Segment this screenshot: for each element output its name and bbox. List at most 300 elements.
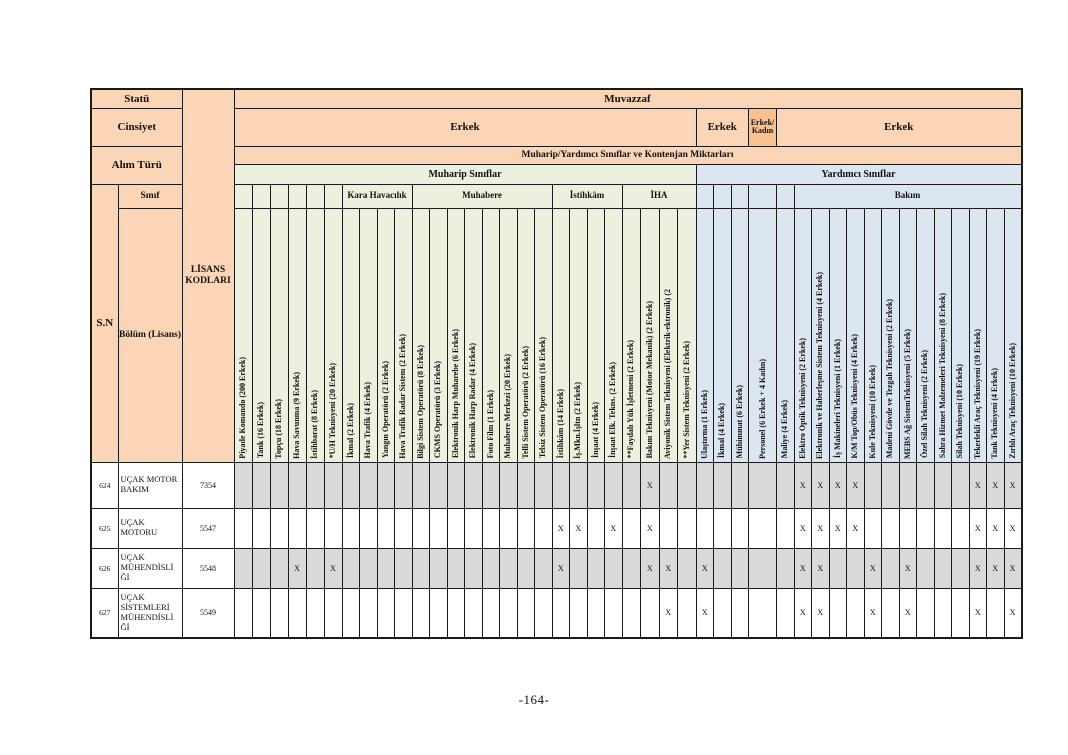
empty-cell (270, 588, 288, 638)
empty-cell (587, 508, 605, 548)
x-cell: X (1004, 508, 1022, 548)
empty-cell (535, 462, 553, 508)
empty-cell (306, 508, 324, 548)
column-header-26 (678, 208, 697, 462)
empty-cell (234, 508, 252, 548)
column-header-label: İstihbarat (8 Erkek) (310, 389, 319, 459)
x-cell: X (864, 588, 882, 638)
column-header-21 (587, 208, 605, 462)
bolum-cell: UÇAK MÜHENDİSLİĞİ (118, 548, 182, 588)
column-header-label: Elektronik Harp Radar (4 Erkek) (468, 343, 478, 459)
empty-cell (360, 548, 378, 588)
column-header-label: Tekerlekli Araç Teknisyeni (19 Erkek) (972, 328, 982, 459)
empty-cell (252, 588, 270, 638)
empty-cell (395, 508, 413, 548)
empty-cell (412, 548, 430, 588)
column-header-6 (324, 208, 342, 462)
x-cell: X (641, 462, 660, 508)
column-header-label: **Yer Sistem Teknisyeni (2 Erkek) (681, 340, 691, 459)
empty-cell (270, 508, 288, 548)
empty-cell (749, 548, 777, 588)
empty-cell (430, 548, 448, 588)
empty-cell (605, 548, 623, 588)
muvazzaf-header: Muvazzaf (234, 89, 1022, 108)
empty-cell (288, 588, 306, 638)
column-header-3 (270, 208, 288, 462)
empty-cell (952, 588, 970, 638)
column-header-label: Piyade Komando (200 Erkek) (238, 356, 247, 459)
class-group-empty (234, 184, 252, 208)
x-cell: X (552, 548, 570, 588)
column-header-label: K/M Top/Obüs Teknisyeni (4 Erkek) (850, 334, 860, 459)
column-header-label: Telsiz Sistem Operatörü (16 Erkek) (538, 337, 548, 459)
empty-cell (360, 588, 378, 638)
empty-cell (324, 462, 342, 508)
empty-cell (447, 462, 465, 508)
cinsiyet-erkek-cell: Erkek (777, 108, 1022, 146)
empty-cell (377, 588, 395, 638)
empty-cell (917, 508, 935, 548)
column-header-42 (969, 208, 987, 462)
empty-cell (570, 588, 588, 638)
class-group-empty (714, 184, 732, 208)
section-muharip-header: Muharip Sınıflar (234, 164, 696, 184)
column-header-33 (812, 208, 830, 462)
x-cell: X (847, 508, 865, 548)
column-header-label: İş.Mkn.İşltn (2 Erkek) (573, 381, 583, 459)
empty-cell (570, 462, 588, 508)
x-cell: X (1004, 462, 1022, 508)
empty-cell (622, 588, 641, 638)
column-header-label: Elektro Optik Teknisyeni (2 Erkek) (797, 337, 807, 459)
column-header-14 (465, 208, 483, 462)
column-header-15 (482, 208, 500, 462)
column-header-24 (641, 208, 660, 462)
empty-cell (882, 462, 900, 508)
x-cell: X (696, 548, 714, 588)
column-header-label: Tank (16 Erkek) (256, 402, 265, 459)
column-header-22 (605, 208, 623, 462)
empty-cell (252, 548, 270, 588)
empty-cell (777, 548, 795, 588)
empty-cell (917, 588, 935, 638)
empty-cell (395, 548, 413, 588)
column-header-label: MEBS Ağ SistemTeknisyeni (5 Erkek) (902, 328, 912, 459)
column-header-31 (777, 208, 795, 462)
column-header-label: Aviyonik Sistem Teknisyeni (Elektrik-ektronik) (2 (663, 288, 673, 459)
x-cell: X (829, 462, 847, 508)
column-header-label: Foto Film (1 Erkek) (485, 390, 495, 459)
empty-cell (641, 588, 660, 638)
empty-cell (252, 462, 270, 508)
empty-cell (447, 588, 465, 638)
empty-cell (535, 508, 553, 548)
empty-cell (696, 508, 714, 548)
statu-header: Statü (91, 89, 182, 108)
column-header-7 (342, 208, 360, 462)
empty-cell (517, 548, 535, 588)
column-header-label: **Faydalı Yük İşletmeni (2 Erkek) (626, 340, 636, 459)
column-header-28 (714, 208, 732, 462)
empty-cell (882, 548, 900, 588)
column-header-label: Telli Sistem Operatörü (2 Erkek) (520, 345, 530, 459)
column-header-label: Muhabere Merkezi (20 Erkek) (503, 354, 513, 459)
class-group-header: Bakım (794, 184, 1022, 208)
empty-cell (899, 462, 917, 508)
empty-cell (714, 508, 732, 548)
empty-cell (288, 508, 306, 548)
empty-cell (500, 462, 518, 508)
statu-row (91, 89, 1022, 108)
lisans-kodlari-header: LİSANS KODLARI (182, 89, 234, 462)
empty-cell (270, 462, 288, 508)
class-group-empty (749, 184, 777, 208)
column-header-label: İnşaat Elk. Tekns. (2 Erkek) (608, 362, 618, 459)
column-header-label: Ulaştırma (1 Erkek) (699, 389, 709, 459)
x-cell: X (969, 588, 987, 638)
column-header-label: Mühimmat (6 Erkek) (734, 385, 744, 459)
empty-cell (500, 588, 518, 638)
alim-title: Muharip/Yardımcı Sınıflar ve Kontenjan Miktarları (234, 146, 1022, 164)
empty-cell (777, 462, 795, 508)
column-header-19 (552, 208, 570, 462)
empty-cell (714, 548, 732, 588)
x-cell: X (659, 588, 678, 638)
column-header-label: Hava Savunma (9 Erkek) (292, 371, 301, 459)
empty-cell (678, 548, 697, 588)
empty-cell (731, 508, 749, 548)
empty-cell (847, 548, 865, 588)
column-header-4 (288, 208, 306, 462)
column-header-18 (535, 208, 553, 462)
x-cell: X (1004, 548, 1022, 588)
column-header-39 (917, 208, 935, 462)
column-header-label: Sahra Hizmet Malzemeleri Teknisyeni (8 Erkek) (937, 293, 947, 459)
sn-cell: 627 (91, 588, 118, 638)
empty-cell (952, 548, 970, 588)
sn-header: S.N (91, 184, 118, 462)
column-header-30 (749, 208, 777, 462)
x-cell: X (605, 508, 623, 548)
empty-cell (829, 548, 847, 588)
empty-cell (934, 548, 952, 588)
x-cell: X (641, 508, 660, 548)
empty-cell (605, 462, 623, 508)
column-header-label: Personel (6 Erkek + 4 Kadın) (757, 358, 767, 459)
empty-cell (360, 508, 378, 548)
sn-cell: 626 (91, 548, 118, 588)
column-header-35 (847, 208, 865, 462)
column-header-5 (306, 208, 324, 462)
column-header-label: Özel Silah Teknisyeni (2 Erkek) (920, 350, 930, 459)
empty-cell (234, 548, 252, 588)
empty-cell (395, 588, 413, 638)
class-group-empty (324, 184, 342, 208)
table-row (91, 548, 1022, 588)
empty-cell (714, 462, 732, 508)
x-cell: X (899, 548, 917, 588)
empty-cell (324, 508, 342, 548)
table-row (91, 588, 1022, 638)
empty-cell (412, 508, 430, 548)
empty-cell (987, 588, 1005, 638)
empty-cell (587, 462, 605, 508)
empty-cell (535, 588, 553, 638)
empty-cell (377, 508, 395, 548)
column-header-25 (659, 208, 678, 462)
sn-cell: 625 (91, 508, 118, 548)
empty-cell (500, 548, 518, 588)
empty-cell (864, 508, 882, 548)
empty-cell (570, 548, 588, 588)
x-cell: X (794, 462, 812, 508)
x-cell: X (794, 588, 812, 638)
empty-cell (342, 508, 360, 548)
empty-cell (659, 508, 678, 548)
empty-cell (500, 508, 518, 548)
lisans-kodu-cell: 7354 (182, 462, 234, 508)
empty-cell (829, 588, 847, 638)
empty-cell (882, 508, 900, 548)
column-header-34 (829, 208, 847, 462)
class-group-header: Kara Havacılık (342, 184, 412, 208)
x-cell: X (794, 508, 812, 548)
column-header-label: Tank Teknisyeni (4 Erkek) (990, 367, 1000, 459)
x-cell: X (794, 548, 812, 588)
column-header-16 (500, 208, 518, 462)
x-cell: X (641, 548, 660, 588)
x-cell: X (812, 462, 830, 508)
cinsiyet-header: Cinsiyet (91, 108, 182, 146)
column-header-27 (696, 208, 714, 462)
column-header-label: İkmal (2 Erkek) (345, 403, 355, 459)
column-header-label: Zırhlı Araç Teknisyeni (10 Erkek) (1007, 342, 1017, 459)
empty-cell (749, 508, 777, 548)
column-header-41 (952, 208, 970, 462)
empty-cell (482, 548, 500, 588)
x-cell: X (864, 548, 882, 588)
column-header-32 (794, 208, 812, 462)
empty-cell (882, 588, 900, 638)
x-cell: X (829, 508, 847, 548)
column-header-13 (447, 208, 465, 462)
column-header-label: Elektronik ve Haberleşme Sistem Teknisyeni (4 Erkek) (815, 271, 825, 459)
empty-cell (252, 508, 270, 548)
column-header-1 (234, 208, 252, 462)
empty-cell (517, 588, 535, 638)
class-group-empty (306, 184, 324, 208)
column-header-label: *U/H Teknisyeni (20 Erkek) (328, 363, 337, 459)
empty-cell (377, 462, 395, 508)
column-header-2 (252, 208, 270, 462)
class-group-empty (252, 184, 270, 208)
empty-cell (917, 462, 935, 508)
column-header-11 (412, 208, 430, 462)
class-group-empty (696, 184, 714, 208)
column-header-43 (987, 208, 1005, 462)
empty-cell (395, 462, 413, 508)
empty-cell (517, 462, 535, 508)
column-header-label: İstihkâm (14 Erkek) (555, 389, 565, 459)
class-group-empty (288, 184, 306, 208)
x-cell: X (659, 548, 678, 588)
empty-cell (749, 462, 777, 508)
column-header-38 (899, 208, 917, 462)
table-row (91, 462, 1022, 508)
bolum-cell: UÇAK MOTORU (118, 508, 182, 548)
x-cell: X (812, 548, 830, 588)
empty-cell (622, 548, 641, 588)
x-cell: X (324, 548, 342, 588)
x-cell: X (696, 588, 714, 638)
empty-cell (430, 508, 448, 548)
sn-cell: 624 (91, 462, 118, 508)
empty-cell (306, 548, 324, 588)
empty-cell (465, 588, 483, 638)
empty-cell (552, 462, 570, 508)
empty-cell (587, 588, 605, 638)
bolum-cell: UÇAK MOTOR BAKIM (118, 462, 182, 508)
column-header-10 (395, 208, 413, 462)
column-header-44 (1004, 208, 1022, 462)
empty-cell (731, 462, 749, 508)
cinsiyet-erkek-kadin-cell: Erkek/ Kadın (749, 108, 777, 146)
empty-cell (731, 548, 749, 588)
empty-cell (731, 588, 749, 638)
column-header-label: Topçu (18 Erkek) (274, 398, 283, 459)
sinif-header: Sınıf (118, 184, 182, 208)
column-header-label: Kule Teknisyeni (10 Erkek) (867, 364, 877, 459)
class-group-header: İstihkâm (552, 184, 622, 208)
empty-cell (535, 548, 553, 588)
empty-cell (622, 508, 641, 548)
page-number: -164- (518, 692, 550, 707)
empty-cell (899, 508, 917, 548)
class-group-empty (270, 184, 288, 208)
empty-cell (324, 588, 342, 638)
empty-cell (412, 462, 430, 508)
x-cell: X (1004, 588, 1022, 638)
table-row (91, 508, 1022, 548)
empty-cell (465, 548, 483, 588)
empty-cell (465, 462, 483, 508)
column-header-8 (360, 208, 378, 462)
x-cell: X (969, 508, 987, 548)
empty-cell (482, 508, 500, 548)
cinsiyet-erkek-cell: Erkek (234, 108, 696, 146)
empty-cell (306, 588, 324, 638)
column-header-label: İkmal (4 Erkek) (717, 403, 727, 459)
column-header-12 (430, 208, 448, 462)
column-header-23 (622, 208, 641, 462)
column-header-36 (864, 208, 882, 462)
column-header-40 (934, 208, 952, 462)
empty-cell (587, 548, 605, 588)
bolum-cell: UÇAK SİSTEMLERİ MÜHENDİSLİĞİ (118, 588, 182, 638)
empty-cell (777, 588, 795, 638)
column-header-label: Madeni Gövde ve Tezgah Teknisyeni (2 Erkek) (885, 299, 895, 459)
empty-cell (447, 508, 465, 548)
column-header-label: Elektronik Harp Muharebe (6 Erkek) (450, 329, 460, 459)
empty-cell (917, 548, 935, 588)
x-cell: X (552, 508, 570, 548)
x-cell: X (812, 508, 830, 548)
empty-cell (234, 462, 252, 508)
kontenjan-table (90, 88, 1023, 639)
empty-cell (270, 548, 288, 588)
lisans-kodu-cell: 5548 (182, 548, 234, 588)
column-header-label: İnşaat (4 Erkek) (590, 402, 600, 459)
column-header-label: Bilgi Sistem Operatörü (8 Erkek) (415, 344, 425, 459)
class-group-empty (731, 184, 749, 208)
column-header-20 (570, 208, 588, 462)
x-cell: X (969, 548, 987, 588)
empty-cell (847, 588, 865, 638)
empty-cell (360, 462, 378, 508)
x-cell: X (812, 588, 830, 638)
empty-cell (952, 508, 970, 548)
column-header-label: Hava Trafik (4 Erkek) (363, 382, 373, 459)
empty-cell (678, 508, 697, 548)
empty-cell (714, 588, 732, 638)
empty-cell (934, 508, 952, 548)
column-header-29 (731, 208, 749, 462)
empty-cell (749, 588, 777, 638)
empty-cell (552, 588, 570, 638)
empty-cell (288, 462, 306, 508)
empty-cell (605, 588, 623, 638)
empty-cell (447, 548, 465, 588)
column-header-label: Yangın Operatörü (2 Erkek) (380, 361, 390, 459)
column-header-17 (517, 208, 535, 462)
x-cell: X (899, 588, 917, 638)
column-header-label: Bakım Teknisyeni (Motor Mekanik) (2 Erkek) (644, 301, 654, 459)
lisans-kodu-cell: 5549 (182, 588, 234, 638)
class-group-header: Muhabere (412, 184, 552, 208)
empty-cell (342, 462, 360, 508)
bolum-header: Bölüm (Lisans) (118, 208, 182, 462)
empty-cell (306, 462, 324, 508)
class-group-empty (777, 184, 795, 208)
empty-cell (678, 462, 697, 508)
empty-cell (430, 462, 448, 508)
x-cell: X (987, 462, 1005, 508)
empty-cell (482, 462, 500, 508)
x-cell: X (969, 462, 987, 508)
empty-cell (377, 548, 395, 588)
x-cell: X (847, 462, 865, 508)
empty-cell (482, 588, 500, 638)
column-header-9 (377, 208, 395, 462)
empty-cell (934, 588, 952, 638)
empty-cell (777, 508, 795, 548)
empty-cell (342, 588, 360, 638)
empty-cell (430, 588, 448, 638)
column-header-label: CKMS Operatörü (3 Erkek) (433, 361, 443, 459)
x-cell: X (570, 508, 588, 548)
empty-cell (622, 462, 641, 508)
class-group-header: İHA (622, 184, 696, 208)
x-cell: X (987, 508, 1005, 548)
empty-cell (934, 462, 952, 508)
empty-cell (465, 508, 483, 548)
empty-cell (342, 548, 360, 588)
x-cell: X (288, 548, 306, 588)
empty-cell (659, 462, 678, 508)
column-header-label: Silah Teknisyeni (10 Erkek) (955, 364, 965, 459)
empty-cell (517, 508, 535, 548)
column-header-37 (882, 208, 900, 462)
